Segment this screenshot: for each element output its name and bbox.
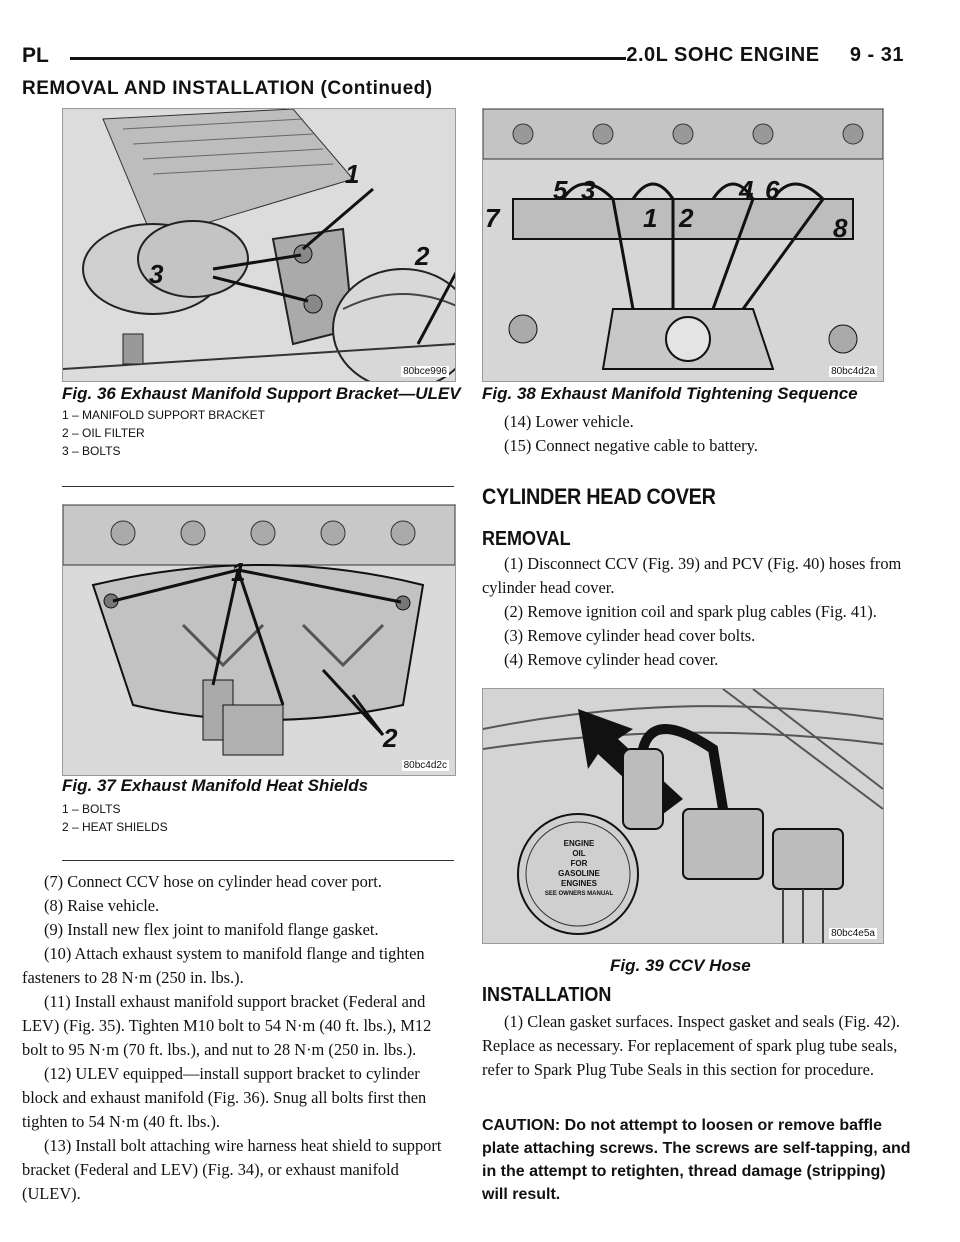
oil-cap-line: ENGINES bbox=[560, 879, 597, 888]
figure-36-illustration bbox=[62, 108, 456, 382]
step: (10) Attach exhaust system to manifold flange and tighten fasteners to 28 N·m (250 in. lbs.). bbox=[22, 944, 425, 987]
oil-cap-line: GASOLINE bbox=[558, 869, 600, 878]
figure-39-illustration bbox=[482, 688, 884, 944]
step: (14) Lower vehicle. bbox=[504, 412, 634, 431]
removal-steps bbox=[482, 552, 914, 672]
installation-heading: INSTALLATION bbox=[482, 984, 612, 1006]
fig36-legend bbox=[62, 406, 265, 460]
fig36-divider bbox=[62, 486, 454, 487]
step: (1) Disconnect CCV (Fig. 39) and PCV (Fig. 40) hoses from cylinder head cover. bbox=[482, 554, 902, 597]
fig39-id: 80bc4e5a bbox=[831, 928, 875, 939]
oil-cap-line: SEE OWNERS MANUAL bbox=[544, 891, 614, 897]
fig36-id: 80bce996 bbox=[403, 366, 447, 377]
fig38-callout-1: 1 bbox=[643, 203, 658, 233]
step: (8) Raise vehicle. bbox=[44, 896, 160, 915]
section-title: CYLINDER HEAD COVER bbox=[482, 484, 716, 509]
tightening-sequence-drawing bbox=[483, 109, 883, 381]
fig36-callout-3: 3 bbox=[149, 259, 164, 289]
oil-cap-line: ENGINE bbox=[563, 839, 595, 848]
ccv-hose-drawing bbox=[483, 689, 883, 943]
caution-note: CAUTION: Do not attempt to loosen or remove baffle plate attaching screws. The screws are self-tapping, and in the attempt to retighten, thread damage (stripping) will result. bbox=[482, 1117, 911, 1203]
right-column-steps-top bbox=[482, 410, 914, 458]
step: (3) Remove cylinder head cover bolts. bbox=[504, 626, 756, 645]
fig38-callout-5: 5 bbox=[553, 175, 568, 205]
fig37-callout-2: 2 bbox=[383, 723, 398, 753]
fig37-divider bbox=[62, 860, 454, 861]
continued-heading: REMOVAL AND INSTALLATION (Continued) bbox=[22, 78, 433, 99]
step: (4) Remove cylinder head cover. bbox=[504, 650, 719, 669]
fig37-id: 80bc4d2c bbox=[403, 760, 447, 771]
oil-cap-line: FOR bbox=[570, 859, 588, 868]
fig36-legend-item: 2 – OIL FILTER bbox=[62, 426, 145, 440]
fig37-caption: Fig. 37 Exhaust Manifold Heat Shields bbox=[62, 776, 369, 795]
step: (1) Clean gasket surfaces. Inspect gasket and seals (Fig. 42). Replace as necessary. For replacement of spark plug tube seals, refer to Spark Plug Tube Seals in this section for procedure. bbox=[482, 1012, 900, 1079]
fig38-id: 80bc4d2a bbox=[831, 366, 875, 377]
fig38-callout-3: 3 bbox=[581, 175, 596, 205]
oil-cap-line: OIL bbox=[572, 849, 586, 858]
fig37-legend-item: 1 – BOLTS bbox=[62, 802, 121, 816]
support-bracket-drawing bbox=[63, 109, 455, 381]
fig38-callout-2: 2 bbox=[679, 203, 694, 233]
step: (15) Connect negative cable to battery. bbox=[504, 436, 758, 455]
step: (2) Remove ignition coil and spark plug cables (Fig. 41). bbox=[504, 602, 877, 621]
fig37-callout-1: 1 bbox=[231, 557, 246, 587]
step: (11) Install exhaust manifold support bracket (Federal and LEV) (Fig. 35). Tighten M10 bolt to 54 N·m (40 ft. lbs.), M12 bolt to 95 N·m (70 ft. lbs.), and nut to 28 N·m (250 in. lbs.). bbox=[22, 992, 432, 1059]
step: (13) Install bolt attaching wire harness heat shield to support bracket (Federal and LEV) (Fig. 34), or exhaust manifold (ULEV). bbox=[22, 1136, 442, 1203]
page-header-title: 2.0L SOHC ENGINE 9 - 31 bbox=[626, 44, 904, 66]
fig36-caption: Fig. 36 Exhaust Manifold Support Bracket—ULEV bbox=[62, 384, 461, 403]
step: (7) Connect CCV hose on cylinder head cover port. bbox=[44, 872, 382, 891]
step: (9) Install new flex joint to manifold flange gasket. bbox=[44, 920, 379, 939]
fig36-legend-item: 1 – MANIFOLD SUPPORT BRACKET bbox=[62, 408, 265, 422]
fig38-caption: Fig. 38 Exhaust Manifold Tightening Sequence bbox=[482, 384, 858, 403]
fig38-callout-4: 4 bbox=[739, 175, 754, 205]
fig36-callout-2: 2 bbox=[415, 241, 430, 271]
figure-38-illustration bbox=[482, 108, 884, 382]
fig37-legend-item: 2 – HEAT SHIELDS bbox=[62, 820, 168, 834]
step: (12) ULEV equipped—install support bracket to cylinder block and exhaust manifold (Fig. 36). Snug all bolts first then tighten to 54 N·m (40 ft. lbs.). bbox=[22, 1064, 427, 1131]
left-column-steps bbox=[22, 870, 454, 1206]
figure-37-illustration bbox=[62, 504, 456, 776]
installation-steps bbox=[482, 1010, 914, 1082]
page-header-section: PL bbox=[22, 44, 49, 67]
header-rule bbox=[70, 57, 626, 60]
fig37-legend bbox=[62, 800, 168, 836]
fig38-callout-6: 6 bbox=[765, 175, 780, 205]
removal-heading: REMOVAL bbox=[482, 528, 571, 550]
fig39-caption: Fig. 39 CCV Hose bbox=[610, 956, 751, 975]
fig36-legend-item: 3 – BOLTS bbox=[62, 444, 121, 458]
oil-cap-text bbox=[541, 839, 617, 899]
fig38-callout-8: 8 bbox=[833, 213, 848, 243]
fig38-callout-7: 7 bbox=[485, 203, 500, 233]
fig36-callout-1: 1 bbox=[345, 159, 360, 189]
